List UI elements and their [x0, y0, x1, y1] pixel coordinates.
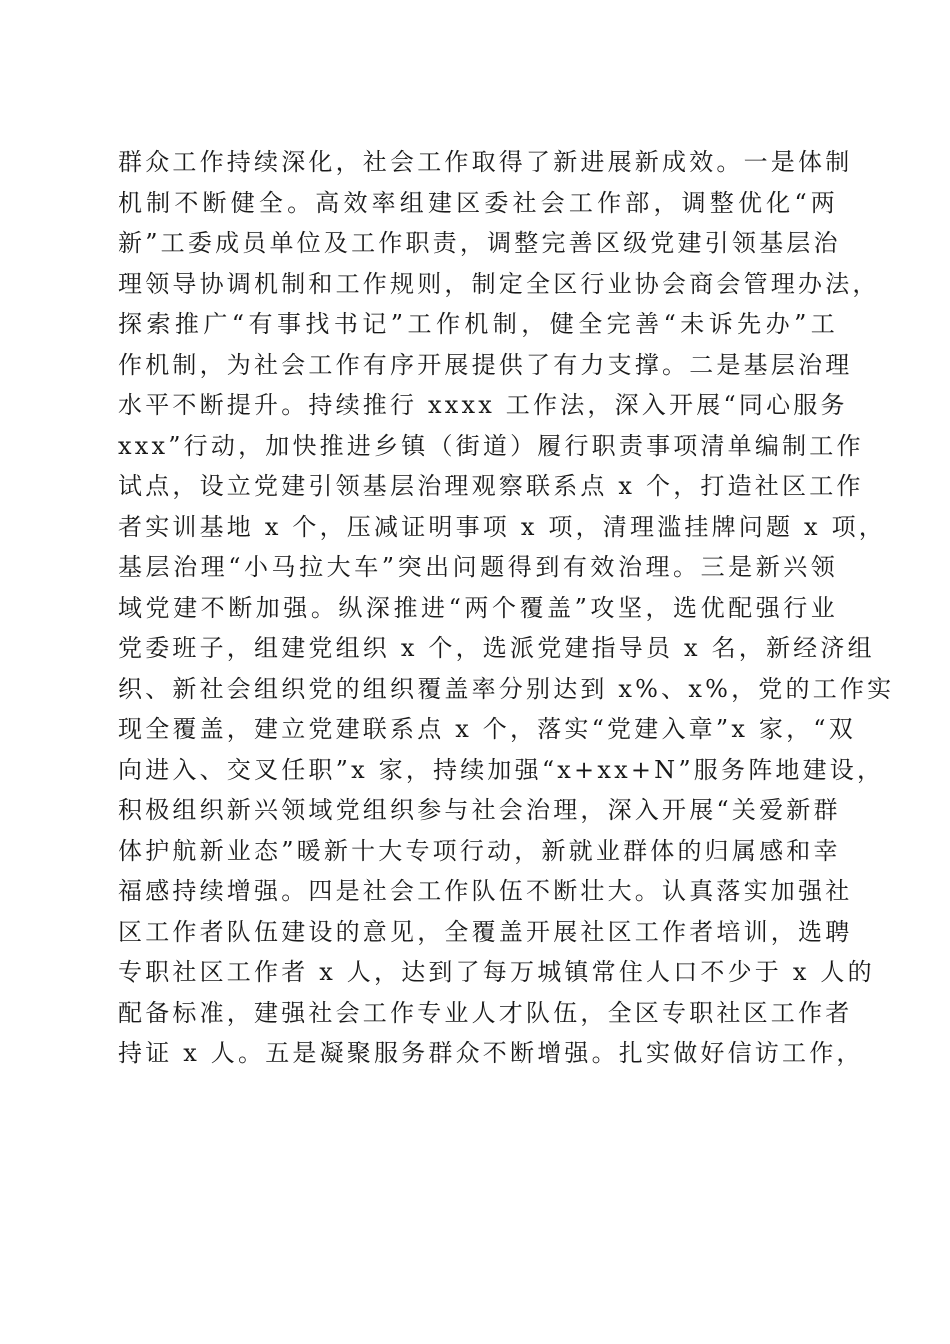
text-line-5: 探索推广“有事找书记”工作机制，健全完善“未诉先办”工 — [118, 310, 838, 338]
text-line-18: 体护航新业态”暖新十大专项行动，新就业群体的归属感和幸 — [118, 836, 841, 865]
text-line-20: 区工作者队伍建设的意见，全覆盖开展社区工作者培训，选聘 — [118, 917, 853, 946]
text-line-4: 理领导协调机制和工作规则，制定全区行业协会商会管理办法， — [118, 269, 880, 298]
text-line-17: 积极组织新兴领域党组织参与社会治理，深入开展“关爱新群 — [118, 796, 841, 824]
text-line-23: 持证 x 人。五是凝聚服务群众不断增强。扎实做好信访工作， — [118, 1039, 864, 1067]
text-line-22: 配备标准，建强社会工作专业人才队伍，全区专职社区工作者 — [118, 998, 853, 1027]
text-line-12: 域党建不断加强。纵深推进“两个覆盖”攻坚，选优配强行业 — [118, 593, 838, 622]
text-line-11: 基层治理“小马拉大车”突出问题得到有效治理。三是新兴领 — [118, 553, 838, 581]
text-line-19: 福感持续增强。四是社会工作队伍不断壮大。认真落实加强社 — [118, 877, 853, 905]
text-line-10: 者实训基地 x 个，压减证明事项 x 项，清理滥挂牌问题 x 项， — [118, 512, 886, 541]
text-line-14: 织、新社会组织党的组织覆盖率分别达到 x%、x%，党的工作实 — [118, 674, 895, 703]
text-line-7: 水平不断提升。持续推行 xxxx 工作法，深入开展“同心服务 — [118, 391, 848, 419]
text-line-8: xxx”行动，加快推进乡镇（街道）履行职责事项清单编制工作 — [118, 431, 864, 460]
text-line-16: 向进入、交叉任职”x 家，持续加强“x+xx+N”服务阵地建设， — [118, 755, 885, 784]
text-line-3: 新”工委成员单位及工作职责，调整完善区级党建引领基层治 — [118, 229, 841, 257]
text-line-1: 群众工作持续深化，社会工作取得了新进展新成效。一是体制 — [118, 148, 853, 176]
text-line-21: 专职社区工作者 x 人，达到了每万城镇常住人口不少于 x 人的 — [118, 958, 875, 986]
text-line-15: 现全覆盖，建立党建联系点 x 个，落实“党建入章”x 家，“双 — [118, 715, 856, 743]
text-line-6: 作机制，为社会工作有序开展提供了有力支撑。二是基层治理 — [118, 350, 853, 379]
text-line-9: 试点，设立党建引领基层治理观察联系点 x 个，打造社区工作 — [118, 472, 864, 500]
text-line-2: 机制不断健全。高效率组建区委社会工作部，调整优化“两 — [118, 188, 838, 217]
text-line-13: 党委班子，组建党组织 x 个，选派党建指导员 x 名，新经济组 — [118, 634, 875, 662]
body-paragraph — [118, 142, 895, 1074]
